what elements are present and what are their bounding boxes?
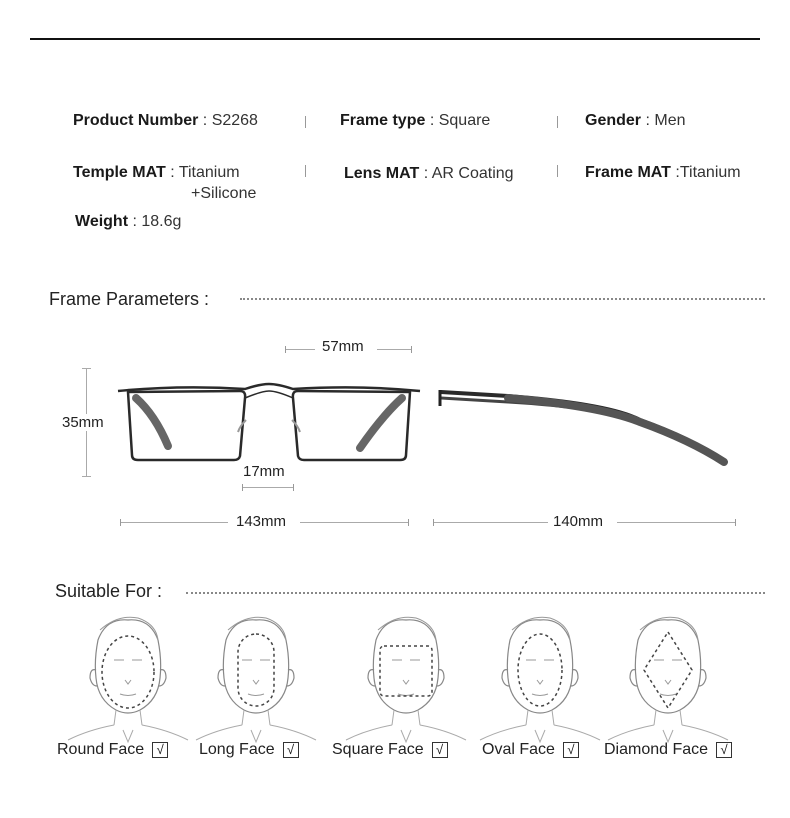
spec-weight: Weight : 18.6g — [75, 213, 182, 230]
face-label: Long Face — [199, 741, 275, 758]
spec-value: Titanium — [679, 164, 741, 181]
spec-label: Weight — [75, 213, 129, 230]
face-option-long — [199, 741, 299, 759]
lens-width-label: 57mm — [322, 338, 364, 355]
spec-label: Product Number — [73, 112, 199, 129]
frame-width-label: 143mm — [236, 513, 287, 530]
face-option-oval — [482, 741, 579, 759]
frame-parameters-title: Frame Parameters : — [49, 289, 210, 309]
face-label: Square Face — [332, 741, 424, 758]
face-option-square — [332, 741, 448, 759]
checkbox-icon: √ — [716, 742, 732, 758]
spec-label: Frame type — [340, 112, 426, 129]
spec-label: Frame MAT — [585, 164, 671, 181]
spec-frame-type: Frame type : Square — [340, 112, 491, 129]
spec-value: Men — [654, 112, 686, 129]
checkbox-icon: √ — [563, 742, 579, 758]
spec-value: 18.6g — [141, 213, 182, 230]
face-option-round — [57, 741, 168, 759]
checkbox-icon: √ — [152, 742, 168, 758]
spec-lens-mat: Lens MAT : AR Coating — [344, 165, 514, 182]
spec-label: Temple MAT — [73, 164, 166, 181]
spec-frame-mat: Frame MAT :Titanium — [585, 164, 741, 181]
face-label: Diamond Face — [604, 741, 709, 758]
spec-value: Titanium — [178, 164, 240, 181]
suitable-for-title: Suitable For : — [55, 581, 163, 601]
spec-label: Gender — [585, 112, 642, 129]
spec-gender: Gender : Men — [585, 112, 686, 129]
spec-value: AR Coating — [431, 165, 514, 182]
round-face-icon — [68, 617, 188, 742]
face-label: Oval Face — [482, 741, 555, 758]
spec-value: S2268 — [211, 112, 258, 129]
spec-value: +Silicone — [191, 185, 257, 202]
temple-length-label: 140mm — [553, 513, 604, 530]
oval-face-icon — [480, 617, 600, 742]
spec-label: Lens MAT — [344, 165, 420, 182]
checkbox-icon: √ — [432, 742, 448, 758]
spec-product-number: Product Number : S2268 — [73, 112, 258, 129]
diamond-face-icon — [608, 617, 728, 742]
checkbox-icon: √ — [283, 742, 299, 758]
long-face-icon — [196, 617, 316, 742]
face-label: Round Face — [57, 741, 145, 758]
spec-value: Square — [438, 112, 491, 129]
square-face-icon — [346, 617, 466, 742]
face-option-diamond — [604, 741, 732, 759]
bridge-label: 17mm — [243, 463, 285, 480]
lens-height-label: 35mm — [62, 414, 104, 431]
spec-temple-mat: Temple MAT : Titanium — [73, 164, 240, 181]
